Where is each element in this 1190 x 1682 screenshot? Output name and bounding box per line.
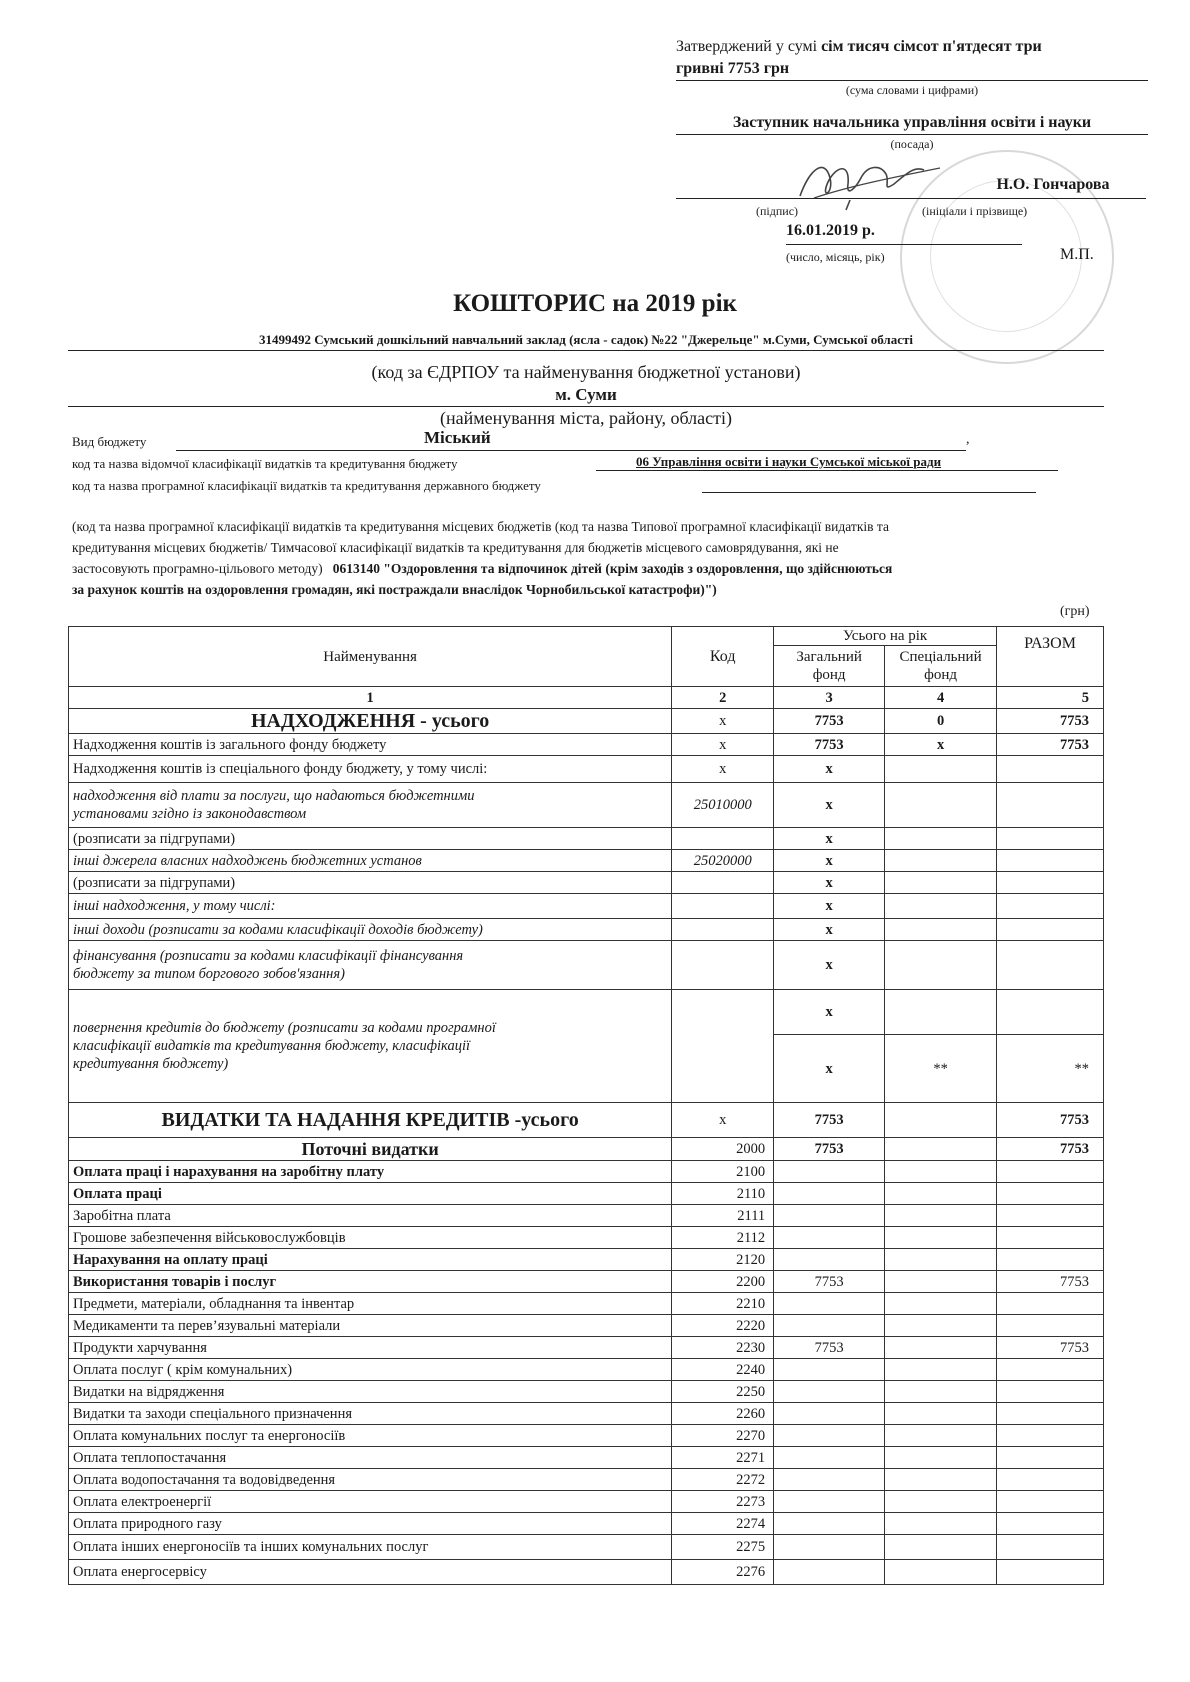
table-row: ВИДАТКИ ТА НАДАННЯ КРЕДИТІВ -усього x 7753 7753 xyxy=(69,1103,1104,1138)
local-prog-line-3: застосовують програмно-цільового методу) xyxy=(72,561,323,576)
approval-sum-line-1 xyxy=(676,36,1148,58)
header-special-fund: Спеціальний фонд xyxy=(885,646,997,687)
approval-sum-words: сім тисяч сімсот п'ятдесят три xyxy=(821,38,1042,55)
table-row: Використання товарів і послуг 2200 7753 7753 xyxy=(69,1271,1104,1293)
institution-line: 31499492 Сумський дошкільний навчальний заклад (ясла - садок) №22 "Джерельце" м.Суми, Сумської області xyxy=(68,330,1104,351)
local-prog-line-1: (код та назва програмної класифікації видатків та кредитування місцевих бюджетів (код та назва Типової програмної класифікації видатків та xyxy=(72,519,889,534)
table-row: Оплата природного газу 2274 xyxy=(69,1513,1104,1535)
approval-date: 16.01.2019 р. xyxy=(786,222,875,239)
table-row: Предмети, матеріали, обладнання та інвентар 2210 xyxy=(69,1293,1104,1315)
budget-type-line xyxy=(176,430,966,451)
table-row: Оплата послуг ( крім комунальних) 2240 xyxy=(69,1359,1104,1381)
table-row: фінансування (розписати за кодами класифікації фінансування бюджету за типом боргового зобов'язання) x xyxy=(69,941,1104,990)
sum-caption: (сума словами і цифрами) xyxy=(845,83,979,97)
approval-prefix: Затверджений у сумі xyxy=(676,38,822,55)
table-row: Поточні видатки 2000 7753 7753 xyxy=(69,1138,1104,1161)
table-row: повернення кредитів до бюджету (розписати за кодами програмної класифікації видатків та кредитування бюджету, класифікації кредитування бюджету) x xyxy=(69,990,1104,1035)
date-line xyxy=(786,222,1022,245)
institution-caption: (код за ЄДРПОУ та найменування бюджетної установи) xyxy=(371,362,801,382)
local-prog-block xyxy=(72,516,1122,600)
header-total-year: Усього на рік xyxy=(774,627,997,646)
table-row: (розписати за підгрупами) x xyxy=(69,828,1104,850)
state-prog-label: код та назва програмної класифікації видатків та кредитування державного бюджету xyxy=(72,478,541,493)
table-row: Оплата енергосервісу 2276 xyxy=(69,1560,1104,1585)
approver-name: Н.О. Гончарова xyxy=(996,176,1110,193)
header-sum: РАЗОМ xyxy=(997,627,1104,687)
table-row: Надходження коштів із загального фонду бюджету x 7753 x 7753 xyxy=(69,734,1104,756)
local-prog-value-1: 0613140 "Оздоровлення та відпочинок дітей (крім заходів з оздоровлення, що здійснюються xyxy=(332,561,893,576)
header-general-fund: Загальний фонд xyxy=(774,646,885,687)
dept-class-label: код та назва відомчої класифікації видатків та кредитування бюджету xyxy=(72,456,458,471)
approval-sum-line-2: гривні 7753 грн xyxy=(676,58,1148,81)
table-row: Видатки та заходи спеціального призначення 2260 xyxy=(69,1403,1104,1425)
approver-position: Заступник начальника управління освіти і науки xyxy=(676,112,1148,135)
name-caption: (ініціали і прізвище) xyxy=(922,204,1028,218)
header-code: Код xyxy=(672,627,774,687)
date-caption: (число, місяць, рік) xyxy=(786,250,885,264)
table-row: надходження від плати за послуги, що надаються бюджетними установами згідно із законодавством 25010000 x xyxy=(69,783,1104,828)
budget-type-comma: , xyxy=(966,432,970,447)
state-prog-line xyxy=(702,474,1036,493)
document-title: КОШТОРИС на 2019 рік xyxy=(453,290,737,317)
budget-type-value: Міський xyxy=(424,428,491,447)
table-row: інші джерела власних надходжень бюджетних установ 25020000 x xyxy=(69,850,1104,872)
dept-class-value: 06 Управління освіти і науки Сумської міської ради xyxy=(636,454,942,469)
table-row: Грошове забезпечення військовослужбовців 2112 xyxy=(69,1227,1104,1249)
table-row: Оплата комунальних послуг та енергоносіїв 2270 xyxy=(69,1425,1104,1447)
seal-mark: М.П. xyxy=(1060,246,1094,263)
table-row: Надходження коштів із спеціального фонду бюджету, у тому числі: x x xyxy=(69,756,1104,783)
table-row: Оплата електроенергії 2273 xyxy=(69,1491,1104,1513)
header-name: Найменування xyxy=(69,627,672,687)
table-row: Нарахування на оплату праці 2120 xyxy=(69,1249,1104,1271)
city-caption: (найменування міста, району, області) xyxy=(440,408,732,428)
table-row: НАДХОДЖЕННЯ - усього x 7753 0 7753 xyxy=(69,709,1104,734)
currency-unit: (грн) xyxy=(1060,604,1090,619)
table-row: Оплата праці і нарахування на заробітну плату 2100 xyxy=(69,1161,1104,1183)
budget-type-label: Вид бюджету xyxy=(72,434,147,449)
table-row: інші надходження, у тому числі: x xyxy=(69,894,1104,919)
signature-caption: (підпис) xyxy=(756,204,799,218)
estimate-table xyxy=(68,626,1104,1585)
table-header-row xyxy=(69,627,1104,646)
position-caption: (посада) xyxy=(890,137,934,151)
table-row: Продукти харчування 2230 7753 7753 xyxy=(69,1337,1104,1359)
table-row: Медикаменти та перев’язувальні матеріали 2220 xyxy=(69,1315,1104,1337)
city-line: м. Суми xyxy=(68,384,1104,407)
table-row: Заробітна плата 2111 xyxy=(69,1205,1104,1227)
table-row: Оплата праці 2110 xyxy=(69,1183,1104,1205)
table-row: Оплата теплопостачання 2271 xyxy=(69,1447,1104,1469)
table-row: Оплата водопостачання та водовідведення 2272 xyxy=(69,1469,1104,1491)
local-prog-value-2: за рахунок коштів на оздоровлення громадян, які постраждали внаслідок Чорнобильської катастрофи)") xyxy=(72,582,717,597)
table-row: x ** ** xyxy=(69,1035,1104,1103)
table-column-numbers: 1 2 3 4 5 xyxy=(69,687,1104,709)
table-row: (розписати за підгрупами) x xyxy=(69,872,1104,894)
local-prog-line-2: кредитування місцевих бюджетів/ Тимчасової класифікації видатків та кредитування для бюджетів місцевого самоврядування, які не xyxy=(72,540,839,555)
table-row: Видатки на відрядження 2250 xyxy=(69,1381,1104,1403)
approval-block xyxy=(676,36,1148,152)
table-row: інші доходи (розписати за кодами класифікації доходів бюджету) x xyxy=(69,919,1104,941)
table-row: Оплата інших енергоносіїв та інших комунальних послуг 2275 xyxy=(69,1535,1104,1560)
